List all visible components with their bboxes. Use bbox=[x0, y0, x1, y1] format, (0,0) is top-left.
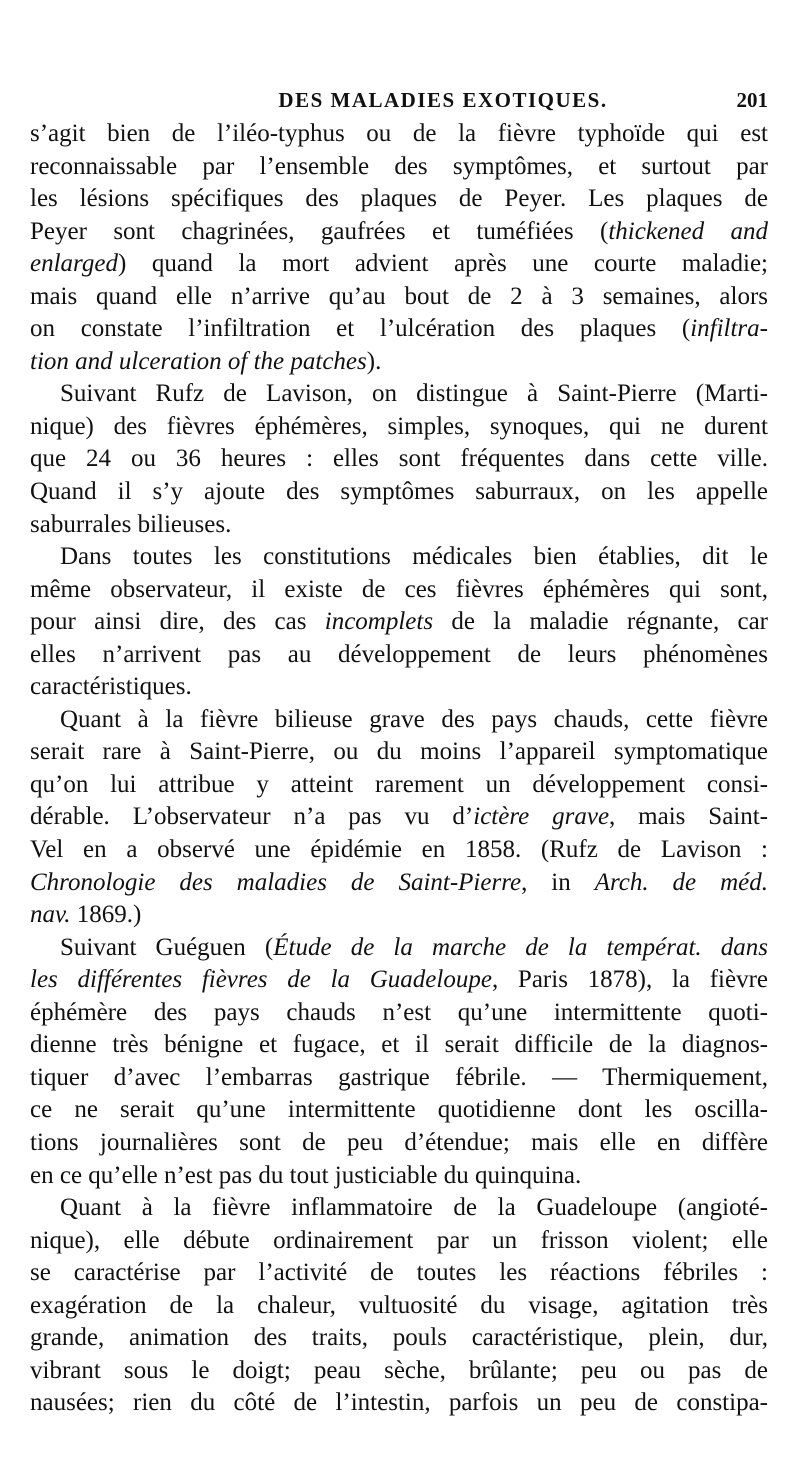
text-segment: Quant à la fièvre bilieuse grave des pays chauds, cette fièvre bbox=[60, 705, 768, 733]
text-line bbox=[30, 118, 768, 151]
text-segment: , mais Saint- bbox=[609, 803, 768, 831]
italic-text: Arch. de méd. bbox=[594, 868, 768, 896]
text-line bbox=[30, 1062, 768, 1095]
text-segment: elles n’arrivent pas au développement de leurs phénomènes bbox=[30, 640, 768, 668]
text-line bbox=[30, 736, 768, 769]
text-line bbox=[30, 932, 768, 965]
italic-text: nav. bbox=[30, 901, 71, 929]
text-segment: ) quand la mort advient après une courte maladie; bbox=[117, 250, 768, 278]
text-segment: 1869.) bbox=[70, 901, 142, 929]
text-line bbox=[30, 313, 768, 346]
text-line bbox=[30, 248, 768, 281]
page-number: 201 bbox=[736, 88, 768, 112]
text-line bbox=[30, 411, 768, 444]
text-segment: même observateur, il existe de ces fièvres éphémères qui sont, bbox=[30, 575, 768, 603]
text-line bbox=[30, 997, 768, 1030]
text-line bbox=[30, 834, 768, 867]
text-line bbox=[30, 1192, 768, 1225]
text-line bbox=[30, 443, 768, 476]
text-line bbox=[30, 671, 768, 704]
page-header bbox=[118, 88, 768, 118]
text-segment: ). bbox=[366, 347, 382, 375]
text-segment: tions journalières sont de peu d’étendue; mais elle en diffère bbox=[30, 1128, 768, 1156]
italic-text: Étude de la marche de la températ. dans bbox=[273, 933, 768, 961]
text-line bbox=[30, 1257, 768, 1290]
text-line bbox=[30, 281, 768, 314]
italic-text: tion and ulceration of the patches bbox=[30, 347, 367, 375]
text-line bbox=[30, 1387, 768, 1420]
text-line bbox=[30, 867, 768, 900]
text-line bbox=[30, 1160, 768, 1193]
text-segment: tiquer d’avec l’embarras gastrique fébrile. — Thermiquement, bbox=[30, 1063, 768, 1091]
text-segment: Suivant Guéguen ( bbox=[60, 933, 274, 961]
text-segment: mais quand elle n’arrive qu’au bout de 2 à 3 semaines, alors bbox=[30, 282, 768, 310]
text-segment: se caractérise par l’activité de toutes les réactions fébriles : bbox=[30, 1259, 768, 1287]
text-line bbox=[30, 1225, 768, 1258]
text-segment: les lésions spécifiques des plaques de Peyer. Les plaques de bbox=[30, 185, 768, 213]
text-segment: exagération de la chaleur, vultuosité du visage, agitation très bbox=[30, 1291, 768, 1319]
text-line bbox=[30, 1127, 768, 1160]
text-line bbox=[30, 183, 768, 216]
text-line bbox=[30, 509, 768, 542]
italic-text: Chronologie des maladies de Saint-Pierre bbox=[30, 868, 522, 896]
italic-text: ictère grave bbox=[473, 803, 610, 831]
text-segment: en ce qu’elle n’est pas du tout justiciable du quinquina. bbox=[30, 1161, 582, 1189]
text-line bbox=[30, 346, 768, 379]
text-segment: dérable. L’observateur n’a pas vu d’ bbox=[30, 803, 474, 831]
running-title: DES MALADIES EXOTIQUES. bbox=[278, 88, 608, 112]
text-line bbox=[30, 541, 768, 574]
body-text bbox=[30, 118, 768, 1420]
text-line bbox=[30, 704, 768, 737]
text-segment: pour ainsi dire, des cas bbox=[30, 608, 325, 636]
italic-text: thickened and bbox=[608, 217, 768, 245]
text-segment: serait rare à Saint-Pierre, ou du moins l’appareil symptomatique bbox=[30, 738, 768, 766]
text-segment: nausées; rien du côté de l’intestin, parfois un peu de constipa- bbox=[30, 1389, 768, 1417]
text-line bbox=[30, 378, 768, 411]
text-segment: s’agit bien de l’iléo-typhus ou de la fièvre typhoïde qui est bbox=[30, 120, 768, 147]
italic-text: les différentes fièvres de la Guadeloupe bbox=[30, 966, 492, 994]
text-line bbox=[30, 899, 768, 932]
text-segment: nique) des fièvres éphémères, simples, synoques, qui ne durent bbox=[30, 412, 768, 440]
text-segment: dienne très bénigne et fugace, et il serait difficile de la diagnos- bbox=[30, 1031, 768, 1059]
text-line bbox=[30, 476, 768, 509]
italic-text: incomplets bbox=[324, 608, 434, 636]
text-segment: ce ne serait qu’une intermittente quotidienne dont les oscilla- bbox=[30, 1096, 768, 1124]
text-segment: , in bbox=[521, 868, 595, 896]
text-segment: Suivant Rufz de Lavison, on distingue à Saint-Pierre (Marti- bbox=[60, 380, 768, 408]
text-segment: éphémère des pays chauds n’est qu’une intermittente quoti- bbox=[30, 998, 768, 1026]
italic-text: enlarged bbox=[30, 250, 118, 278]
text-line bbox=[30, 964, 768, 997]
italic-text: infiltra- bbox=[690, 315, 768, 343]
text-segment: , Paris 1878), la fièvre bbox=[491, 966, 768, 994]
text-line bbox=[30, 216, 768, 249]
text-line bbox=[30, 1094, 768, 1127]
text-line bbox=[30, 1322, 768, 1355]
text-line bbox=[30, 769, 768, 802]
text-line bbox=[30, 606, 768, 639]
text-line bbox=[30, 801, 768, 834]
text-segment: Quant à la fièvre inflammatoire de la Guadeloupe (angioté- bbox=[60, 1194, 768, 1222]
text-segment: Quand il s’y ajoute des symptômes saburraux, on les appelle bbox=[30, 478, 768, 506]
text-line bbox=[30, 574, 768, 607]
text-line bbox=[30, 1029, 768, 1062]
text-segment: nique), elle débute ordinairement par un frisson violent; elle bbox=[30, 1226, 768, 1254]
text-segment: Dans toutes les constitutions médicales bien établies, dit le bbox=[60, 543, 768, 571]
text-line bbox=[30, 1355, 768, 1388]
text-line bbox=[30, 639, 768, 672]
text-segment: qu’on lui attribue y atteint rarement un développement consi- bbox=[30, 770, 768, 798]
text-segment: que 24 ou 36 heures : elles sont fréquentes dans cette ville. bbox=[30, 445, 768, 473]
text-segment: Vel en a observé une épidémie en 1858. (Rufz de Lavison : bbox=[30, 836, 768, 864]
text-line bbox=[30, 1290, 768, 1323]
text-line bbox=[30, 151, 768, 184]
text-segment: saburrales bilieuses. bbox=[30, 510, 232, 538]
text-segment: caractéristiques. bbox=[30, 673, 192, 701]
text-segment: Peyer sont chagrinées, gaufrées et tuméfiées ( bbox=[30, 217, 609, 245]
text-segment: grande, animation des traits, pouls caractéristique, plein, dur, bbox=[30, 1324, 768, 1352]
text-segment: reconnaissable par l’ensemble des symptômes, et surtout par bbox=[30, 152, 768, 180]
text-segment: on constate l’infiltration et l’ulcération des plaques ( bbox=[30, 315, 691, 343]
text-segment: vibrant sous le doigt; peau sèche, brûlante; peu ou pas de bbox=[30, 1356, 768, 1384]
text-segment: de la maladie régnante, car bbox=[433, 608, 768, 636]
